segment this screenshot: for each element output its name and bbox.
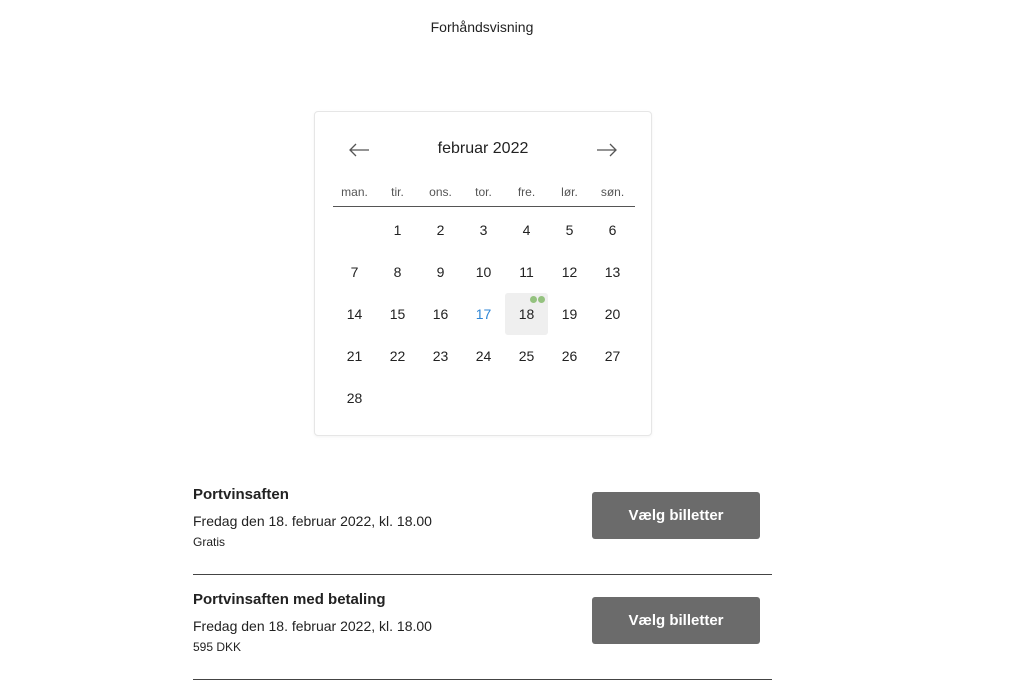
calendar-day[interactable]: 7 [350,264,359,280]
calendar-day[interactable]: 27 [604,348,621,364]
weekday-label: fre. [517,185,536,199]
calendar-day[interactable]: 12 [561,264,578,280]
calendar-day[interactable]: 19 [561,306,578,322]
calendar-day[interactable]: 14 [346,306,363,322]
calendar-day[interactable]: 5 [565,222,574,238]
calendar-day[interactable] [505,293,548,335]
calendar-nav [315,138,651,162]
choose-tickets-button[interactable]: Vælg billetter [592,492,760,539]
weekday-label: tor. [475,185,492,199]
weekday-label: ons. [429,185,452,199]
choose-tickets-button[interactable]: Vælg billetter [592,597,760,644]
calendar-day[interactable]: 23 [432,348,449,364]
weekday-label: søn. [600,185,625,199]
calendar-day[interactable]: 17 [475,306,492,322]
calendar-day[interactable]: 21 [346,348,363,364]
calendar-day[interactable]: 4 [522,222,531,238]
event-date: Fredag den 18. februar 2022, kl. 18.00 [193,513,432,529]
calendar-day[interactable]: 13 [604,264,621,280]
event-title: Portvinsaften [193,486,289,503]
calendar-day[interactable]: 22 [389,348,406,364]
calendar-day[interactable]: 8 [393,264,402,280]
weekday-label: man. [341,185,368,199]
calendar-day[interactable]: 9 [436,264,445,280]
event-item [193,470,772,575]
month-label: februar 2022 [437,140,529,157]
calendar-day[interactable]: 25 [518,348,535,364]
calendar-day[interactable]: 3 [479,222,488,238]
calendar-day[interactable]: 2 [436,222,445,238]
calendar-day[interactable]: 20 [604,306,621,322]
weekday-label: lør. [561,185,578,199]
calendar-day[interactable]: 24 [475,348,492,364]
arrow-right-icon [596,143,618,157]
calendar-day[interactable]: 6 [608,222,617,238]
calendar [314,111,652,436]
event-dot-icon [530,296,537,303]
calendar-day[interactable]: 28 [346,390,363,406]
calendar-blank [333,209,376,251]
calendar-day[interactable]: 26 [561,348,578,364]
event-list [193,470,772,680]
calendar-day-number: 18 [518,306,535,322]
event-title: Portvinsaften med betaling [193,591,386,608]
next-month-button[interactable] [593,138,621,162]
page-title: Forhåndsvisning [430,19,534,35]
event-price: 595 DKK [193,640,242,654]
event-indicator [530,296,545,303]
calendar-day[interactable]: 16 [432,306,449,322]
event-item [193,575,772,680]
calendar-day[interactable]: 10 [475,264,492,280]
weekday-label: tir. [391,185,404,199]
event-dot-icon [538,296,545,303]
calendar-day[interactable]: 1 [393,222,402,238]
days-grid [333,209,635,419]
event-price: Gratis [193,535,226,549]
calendar-day[interactable]: 15 [389,306,406,322]
weekday-header [333,184,635,207]
event-date: Fredag den 18. februar 2022, kl. 18.00 [193,618,432,634]
calendar-day[interactable]: 11 [519,264,534,280]
